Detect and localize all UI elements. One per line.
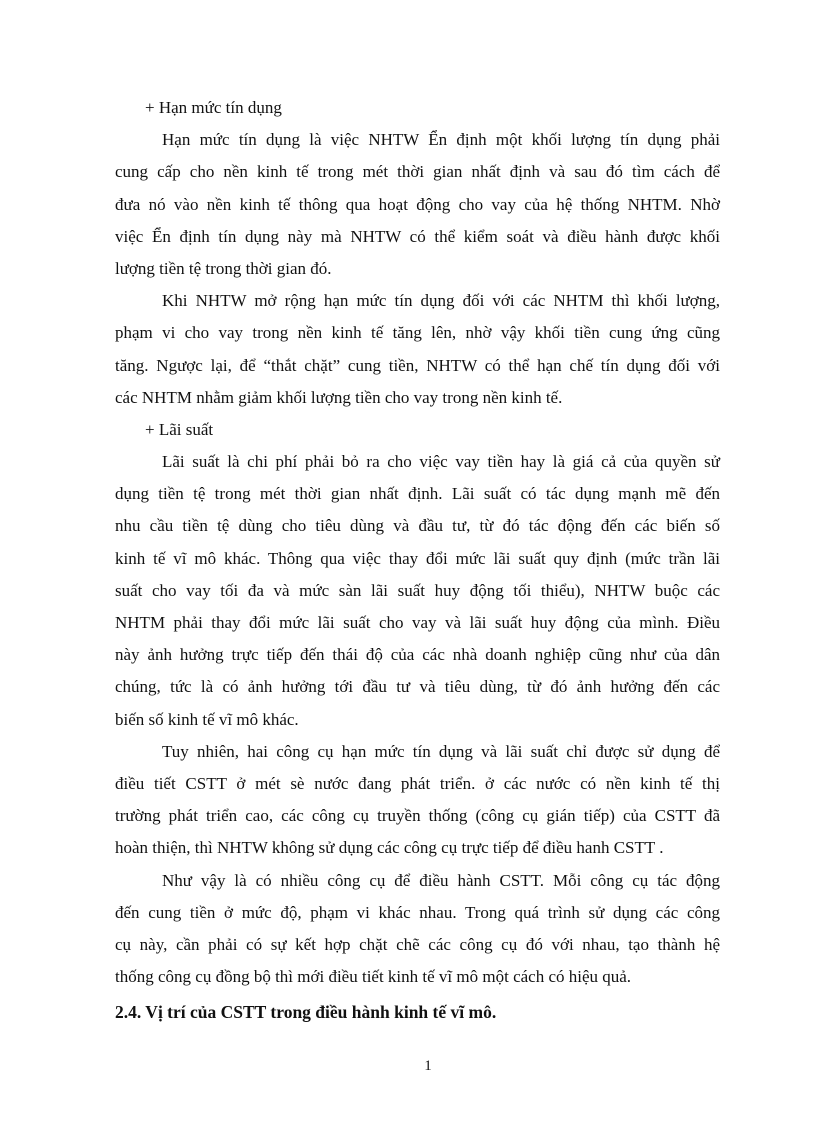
paragraph-line: trường phát triển cao, các công cụ truyền thống (công cụ gián tiếp) của CSTT đã (115, 806, 720, 826)
paragraph-line: Lãi suất là chi phí phải bỏ ra cho việc vay tiền hay là giá cả của quyền sử (162, 452, 720, 472)
paragraph-line: việc Ển định tín dụng này mà NHTW có thể kiểm soát và điều hành được khối (115, 226, 720, 246)
paragraph-line: này ảnh hưởng trực tiếp đến thái độ của các nhà doanh nghiệp cũng như của dân (115, 645, 720, 665)
paragraph-line: kinh tế vĩ mô khác. Thông qua việc thay đổi mức lãi suất quy định (mức trần lãi (115, 548, 720, 568)
paragraph-line: hoàn thiện, thì NHTW không sử dụng các công cụ trực tiếp để điều hanh CSTT . (115, 838, 664, 858)
paragraph-line: NHTM phải thay đổi mức lãi suất cho vay và lãi suất huy động của mình. Điều (115, 613, 720, 632)
paragraph-line: suất cho vay tối đa và mức sàn lãi suất huy động tối thiểu), NHTW buộc các (115, 580, 720, 600)
paragraph-line: nhu cầu tiền tệ dùng cho tiêu dùng và đầu tư, từ đó tác động đến các biến số (115, 516, 720, 536)
bullet-credit-limit: + Hạn mức tín dụng (145, 98, 282, 117)
paragraph-interest-rate (115, 446, 720, 736)
paragraph-line: phạm vi cho vay trong nền kinh tế tăng lên, nhờ vậy khối tiền cung ứng cũng (115, 323, 720, 343)
paragraph-credit-limit-definition (115, 124, 720, 285)
paragraph-line: cung cấp cho nền kinh tế trong mét thời gian nhất định và sau đó tìm cách để (115, 162, 720, 182)
paragraph-line: Khi NHTW mở rộng hạn mức tín dụng đối với các NHTM thì khối lượng, (162, 291, 720, 311)
paragraph-line: Như vậy là có nhiều công cụ để điều hành CSTT. Mỗi công cụ tác động (162, 870, 720, 890)
paragraph-line: Tuy nhiên, hai công cụ hạn mức tín dụng và lãi suất chỉ được sử dụng để (162, 741, 720, 761)
paragraph-line: đưa nó vào nền kinh tế thông qua hoạt động cho vay của hệ thống NHTM. Nhờ (115, 194, 720, 214)
paragraph-line: biến số kinh tế vĩ mô khác. (115, 709, 299, 729)
paragraph-line: thống công cụ đồng bộ thì mới điều tiết kinh tế vĩ mô một cách có hiệu quả. (115, 967, 632, 987)
document-page (115, 92, 720, 1030)
section-heading: 2.4. Vị trí của CSTT trong điều hành kinh tế vĩ mô. (115, 1002, 497, 1023)
paragraph-line: đến cung tiền ở mức độ, phạm vi khác nhau. Trong quá trình sử dụng các công (115, 902, 720, 922)
paragraph-direct-tools-usage (115, 736, 720, 865)
paragraph-line: các NHTM nhằm giảm khối lượng tiền cho vay trong nền kinh tế. (115, 387, 563, 407)
paragraph-line: lượng tiền tệ trong thời gian đó. (115, 258, 332, 278)
page-number: 1 (424, 1058, 432, 1074)
paragraph-line: điều tiết CSTT ở mét sè nước đang phát triển. ở các nước có nền kinh tế thị (115, 773, 720, 793)
paragraph-credit-limit-effect (115, 285, 720, 414)
paragraph-line: dụng tiền tệ trong mét thời gian nhất định. Lãi suất có tác dụng mạnh mẽ đến (115, 484, 720, 504)
bullet-interest-rate: + Lãi suất (145, 419, 214, 439)
paragraph-line: cụ này, cần phải có sự kết hợp chặt chẽ các công cụ đó với nhau, tạo thành hệ (115, 934, 720, 954)
paragraph-line: chúng, tức là có ảnh hưởng tới đầu tư và tiêu dùng, từ đó ảnh hưởng đến các (115, 677, 720, 697)
paragraph-conclusion (115, 865, 720, 994)
paragraph-line: Hạn mức tín dụng là việc NHTW Ển định một khối lượng tín dụng phải (162, 130, 720, 150)
paragraph-line: tăng. Ngược lại, để “thắt chặt” cung tiền, NHTW có thể hạn chế tín dụng đối với (115, 355, 720, 375)
